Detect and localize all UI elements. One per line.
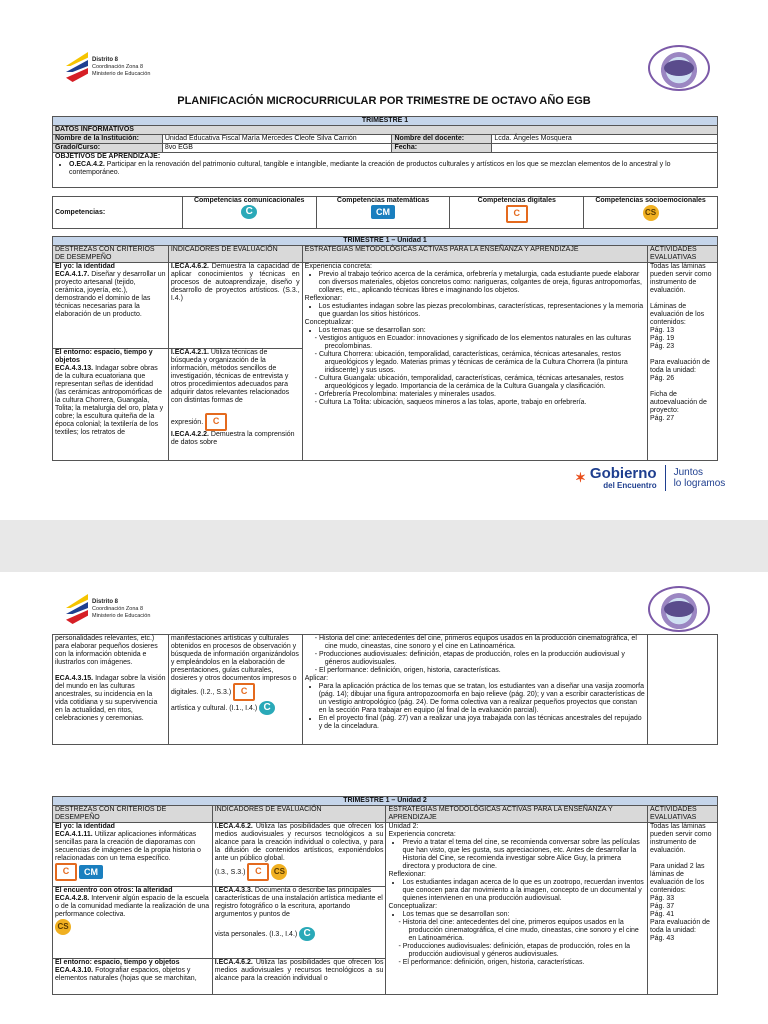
inst-label: Nombre de la Institución: xyxy=(53,135,163,144)
docente-label: Nombre del docente: xyxy=(392,135,492,144)
grado-value: 8vo EGB xyxy=(162,144,392,153)
col-destrezas: DESTREZAS CON CRITERIOS DE DESEMPEÑO xyxy=(53,246,169,263)
docente-value: Lcda. Ángeles Mosquera xyxy=(492,135,718,144)
col-actividades: ACTIVIDADES EVALUATIVAS xyxy=(648,246,718,263)
actividades-unidad2: Todas las láminas pueden servir como instrumento de evaluación. Para unidad 2 las láminas de evaluación de los contenidos: Pág. 33 Pág. 37 Pág. 41 Para evaluación de toda la unidad: Pág. 43 xyxy=(648,823,718,995)
ecuador-flag-icon xyxy=(66,52,88,82)
trimestre-header: TRIMESTRE 1 xyxy=(53,117,718,126)
fecha-label: Fecha: xyxy=(392,144,492,153)
gobierno-name: Gobierno xyxy=(589,465,657,482)
socioemocional-icon: CS xyxy=(55,919,71,935)
comp-socioemocionales: Competencias socioemocionales CS xyxy=(584,197,718,229)
destreza-u2-1: El yo: la identidad ECA.4.1.11. Utilizar aplicaciones informáticas sencillas para la creación de diaporamas con secuencias de imágenes de la propia historia o relacionadas con un tema específico. C CM xyxy=(53,823,213,887)
gobierno-mark-icon: ✶ xyxy=(575,470,586,485)
document-page-2 xyxy=(0,572,768,1024)
comunicacional-icon: C xyxy=(241,205,257,219)
logo-line2: Coordinación Zona 8 xyxy=(92,63,144,70)
competencias-table xyxy=(52,196,718,229)
estrategias-unidad2: Unidad 2: Experiencia concreta: • Previo a tratar el tema del cine, se recomienda conversar sobre las películas que han visto, que les gusta, sus apreciaciones, etc. Antes de desarrollar la Historia del Cine, se recomienda investigar sobre Alice Guy, la primera directora y productora de cine. Reflexionar: • Los estudiantes indagan acerca de lo que es un zootropo, recuerdan inventos que conocen para dar movimiento a la imagen, concepto de un documental y quienes intervienen en una producción audiovisual. Conceptualizar: • Los temas que se desarrollan son: - Historia del cine: antecedentes del cine, primeros equipos usados en la producción cinematográfica, el cine mudo, cineastas, cine sonoro y el cine en Latinoamérica. - Producciones audiovisuales: definición, etapas de producción, roles en la producción audiovisual y géneros audiovisuales. - El performance: definición, origen, historia, características. xyxy=(386,823,648,995)
comp-comunicacionales: Competencias comunicacionales C xyxy=(182,197,316,229)
col-actividades: ACTIVIDADES EVALUATIVAS xyxy=(648,806,718,823)
objetivo-code: O.ECA.4.2. xyxy=(69,161,105,168)
digital-icon: C xyxy=(506,205,528,223)
matematica-icon: CM xyxy=(79,865,103,879)
indicador-u2-3: I.ECA.4.6.2. Utiliza las posibilidades que ofrecen los medios audiovisuales y recursos tecnológicos a su alcance para la creación individual o xyxy=(212,959,386,995)
indicador-u2-2: I.ECA.4.3.3. Documenta o describe las principales características de una instalación artística mediante el registro fotográfico o la escritura, aportando argumentos y puntos de vista personales. (I.3., I.4.) C xyxy=(212,887,386,959)
indicador-1: I.ECA.4.6.2. Demuestra la capacidad de aplicar conocimientos y técnicas en procesos de autoaprendizaje, diseño y desarrollo de proyectos artísticos. (S.3., I.4.) xyxy=(168,263,302,349)
ecuador-flag-icon xyxy=(66,594,88,624)
socioemocional-icon: CS xyxy=(643,205,659,221)
indicador-3: manifestaciones artísticas y culturales obtenidos en procesos de observación y búsqueda de información organizándolos y empleándolos en la elaboración de presentaciones, guías culturales, dosieres y otros documentos impresos o digitales. (I.2., S.3.) C artística y cultural. (I.1., I.4.) C xyxy=(168,635,302,745)
destreza-3: personalidades relevantes, etc.) para elaborar pequeños dosieres con la información obtenida e ilustrarlos con imágenes. ECA.4.3.15. Indagar sobre la visión del mundo en las culturas ancestrales, su incidencia en la vida cotidiana y su supervivencia en la actualidad, en ritos, celebraciones y ceremonias. xyxy=(53,635,169,745)
grado-label: Grado/Curso: xyxy=(53,144,163,153)
unidad1-table xyxy=(52,236,718,461)
datos-header: DATOS INFORMATIVOS xyxy=(53,126,718,135)
comp-matematicas: Competencias matemáticas CM xyxy=(316,197,450,229)
inst-value: Unidad Educativa Fiscal María Mercedes Cleofe Silva Carrión xyxy=(162,135,392,144)
document-title: PLANIFICACIÓN MICROCURRICULAR POR TRIMESTRE DE OCTAVO AÑO EGB xyxy=(177,95,591,107)
gobierno-sub: del Encuentro xyxy=(603,481,657,490)
socioemocional-icon: CS xyxy=(271,864,287,880)
objetivos-label: OBJETIVOS DE APRENDIZAJE: xyxy=(55,153,161,160)
objetivos-cell xyxy=(53,153,718,188)
comunicacional-icon: C xyxy=(299,927,315,941)
unidad2-header: TRIMESTRE 1 – Unidad 2 xyxy=(53,797,718,806)
comp-digitales: Competencias digitales C xyxy=(450,197,584,229)
unidad1-header: TRIMESTRE 1 – Unidad 1 xyxy=(53,237,718,246)
school-seal-icon xyxy=(648,586,710,632)
fecha-value xyxy=(492,144,718,153)
matematica-icon: CM xyxy=(371,205,395,219)
destreza-1: El yo: la identidad ECA.4.1.7. Diseñar y desarrollar un proyecto artesanal (tejido, cerámica, joyería, etc.), demostrando el dominio de las técnicas necesarias para la elaboración de un producto. xyxy=(53,263,169,349)
col-estrategias: ESTRATEGIAS METODOLÓGICAS ACTIVAS PARA LA ENSEÑANZA Y APRENDIZAJE xyxy=(386,806,648,823)
objetivo-text: Participar en la renovación del patrimonio cultural, tangible e intangible, mediante la creación de productos culturales y artísticos en los que se mezclan elementos de lo ancestral y lo contemporáneo. xyxy=(69,161,671,176)
estrategias-unidad1-cont: - Historia del cine: antecedentes del cine, primeros equipos usados en la producción cinematográfica, el cine mudo, cineastas, cine sonoro y el cine en Latinoamérica. - Producciones audiovisuales: definición, etapas de producción, roles en la producción audiovisual y géneros audiovisuales. - El performance: definición, origen, historia, características. Aplicar: • Para la aplicación práctica de los temas que se tratan, los estudiantes van a diseñar una vasija zoomorfa (pág. 14); dibujar una figura antropozoomorfa en bajo relieve (pág. 20); y van a escribir características de un vestigio antropológico (pág. 24). De forma colectiva van a realizar pequeños proyectos que constan en la sección Para trabajar en equipo (al final de la evaluación parcial). • En el proyecto final (pág. 27) van a realizar una joya trabajada con las técnicas ancestrales del repujado y de la cinceladura. xyxy=(302,635,647,745)
destreza-2: El entorno: espacio, tiempo y objetos ECA.4.3.13. Indagar sobre obras de la cultura ecuatoriana que representan señas de identidad (las cerámicas antropomórficas de la cultura Chorrera, Guangala, Tolita; la metalurgia del oro, plata y cobre; la escultura quiteña de la época colonial; la textilería de los textiles; los retratos de xyxy=(53,349,169,461)
gobierno-logo xyxy=(575,465,725,491)
indicador-u2-1: I.ECA.4.6.2. Utiliza las posibilidades que ofrecen los medios audiovisuales y recursos tecnológicos a su alcance para la creación individual o colectiva, y para la difusión de contenidos artísticos, exponiéndolos ante un público global. (I.3., S.3.) C CS xyxy=(212,823,386,887)
digital-icon: C xyxy=(247,863,269,881)
ministry-logo: Distrito 8 Coordinación Zona 8 Ministerio de Educación xyxy=(66,594,150,624)
destreza-u2-3: El entorno: espacio, tiempo y objetos ECA.4.3.10. Fotografiar espacios, objetos y elementos naturales (hojas que se marchitan, xyxy=(53,959,213,995)
datos-table xyxy=(52,116,718,188)
col-indicadores: INDICADORES DE EVALUACIÓN xyxy=(168,246,302,263)
slogan-line2: lo logramos xyxy=(673,478,726,489)
logo-line3: Ministerio de Educación xyxy=(92,70,151,77)
col-destrezas: DESTREZAS CON CRITERIOS DE DESEMPEÑO xyxy=(53,806,213,823)
comunicacional-icon: C xyxy=(259,701,275,715)
slogan-line1: Juntos xyxy=(673,467,704,478)
ministry-logo xyxy=(66,52,150,82)
logo-line1: Distrito 8 xyxy=(92,56,119,63)
actividades-cont xyxy=(648,635,718,745)
unidad1-continued-table xyxy=(52,634,718,745)
unidad2-table xyxy=(52,796,718,995)
actividades-unidad1: Todas las láminas pueden servir como instrumento de evaluación. Láminas de evaluación de los contenidos: Pág. 13 Pág. 19 Pág. 23 Para evaluación de toda la unidad: Pág. 26 Ficha de autoevaluación de proyecto: Pág. 27 xyxy=(648,263,718,461)
destreza-u2-2: El encuentro con otros: la alteridad ECA.4.2.8. Intervenir algún espacio de la escuela o de la comunidad mediante la realización de una performance colectiva. CS xyxy=(53,887,213,959)
school-seal-icon xyxy=(648,45,710,91)
col-estrategias: ESTRATEGIAS METODOLÓGICAS ACTIVAS PARA LA ENSEÑANZA Y APRENDIZAJE xyxy=(302,246,647,263)
competencias-label: Competencias: xyxy=(53,197,183,229)
indicador-2: I.ECA.4.2.1. Utiliza técnicas de búsqueda y organización de la información, métodos sencillos de investigación, técnicas de entrevista y otros procedimientos adecuados para adquirir datos relevantes relacionados con distintas formas de expresión. C I.ECA.4.2.2. Demuestra la comprensión de datos sobre xyxy=(168,349,302,461)
digital-icon: C xyxy=(55,863,77,881)
col-indicadores: INDICADORES DE EVALUACIÓN xyxy=(212,806,386,823)
digital-icon: C xyxy=(205,413,227,431)
digital-icon: C xyxy=(233,683,255,701)
estrategias-unidad1: Experiencia concreta: • Previo al trabajo teórico acerca de la cerámica, orfebrería y metalurgia, cada estudiante puede elaborar con diversos materiales, objetos concretos como: narigueras, colgantes de oreja, figuras antropomorfas, collares, etc., aplicando técnicas libres e imaginando los objetos. Reflexionar: • Los estudiantes indagan sobre las piezas precolombinas, características, representaciones y la memoria que guardan los sitios históricos. Conceptualizar: • Los temas que se desarrollan son: - Vestigios antiguos en Ecuador: innovaciones y significado de los elementos naturales en las culturas precolombinas. - Cultura Chorrera: ubicación, temporalidad, características, cerámica, técnicas artesanales, restos arqueológicos y legado. Materias primas y técnicas de cerámica de la Cultura Chorrera (la pintura iridiscente) y sus usos. - Cultura Guangala: ubicación, temporalidad, características, cerámica, técnicas artesanales, restos arqueológicos y legado. Importancia de la cerámica de la Cultura Guangala y clasificación. - Orfebrería Precolombina: materiales y minerales usados. - Cultura La Tolita: ubicación, saqueos mineros a las tolas, aporte, trabajo en orfebrería. xyxy=(302,263,647,461)
